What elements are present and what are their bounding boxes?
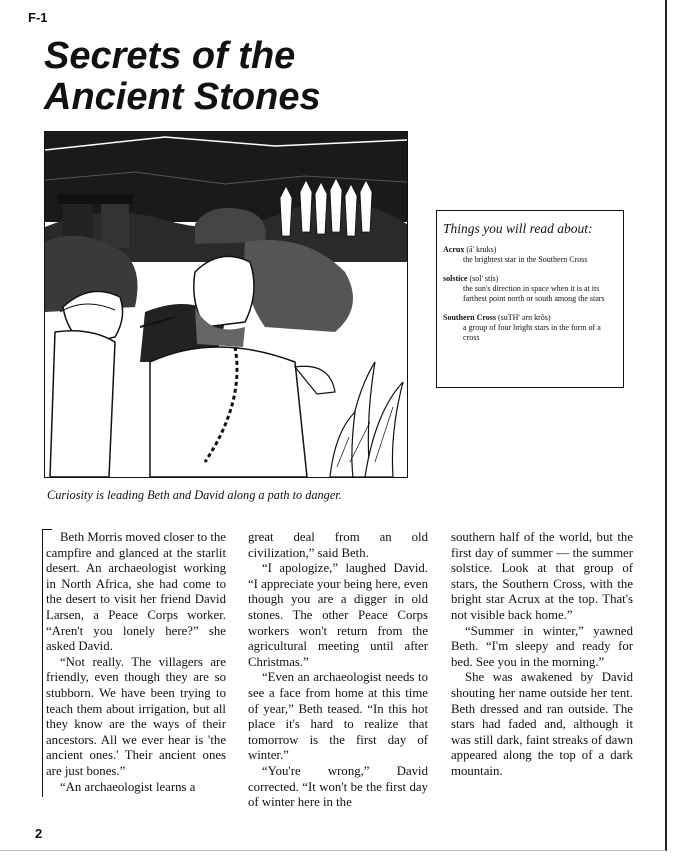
- vocabulary-heading: Things you will read about:: [443, 221, 593, 236]
- paragraph: “I apologize,” laughed David. “I appreciate your being here, even though you are a digger in old stones. The other Peace Corps workers won't return from the agricultural meeting until after Christmas.”: [248, 561, 428, 669]
- text-column-1: [46, 530, 226, 795]
- vocabulary-term: [443, 313, 618, 343]
- story-illustration: [44, 131, 408, 478]
- term-pronunciation: (suTH' ərn krôs): [497, 313, 551, 322]
- title-line-2: Ancient Stones: [44, 76, 321, 118]
- term-definition: the brightest star in the Southern Cross: [463, 255, 588, 264]
- term-pronunciation: (ā' kruks): [466, 245, 497, 254]
- term-definition: a group of four bright stars in the form of a cross: [463, 323, 601, 342]
- text-column-3: [451, 530, 633, 780]
- vocabulary-box: [436, 210, 624, 388]
- vocabulary-term: [443, 274, 618, 304]
- page-id: F-1: [28, 10, 48, 25]
- paragraph: “Not really. The villagers are friendly, even though they are so stubborn. We have been trying to teach them about irrigation, but all they know are the ways of their ancestors. All we ever hear is 'the ancient ones.' Their ancient ones are just bones.”: [46, 654, 226, 778]
- paragraph: “You're wrong,” David corrected. “It won't be the first day of winter here in the: [248, 763, 428, 810]
- text-column-2: [248, 530, 428, 811]
- term-definition: the sun's direction in space when it is at its farthest point north or south among the stars: [463, 284, 605, 303]
- paragraph: great deal from an old civilization,” said Beth.: [248, 530, 428, 560]
- story-title: [44, 36, 321, 118]
- page-number: 2: [35, 826, 43, 841]
- vocabulary-term: [443, 245, 618, 265]
- paragraph: southern half of the world, but the first day of summer — the summer solstice. Look at that group of stars, the Southern Cross, with the bright star Acrux at the top. That's not visible back home.”: [451, 530, 633, 622]
- term-word: Acrux: [443, 245, 465, 254]
- paragraph: Beth Morris moved closer to the campfire and glanced at the starlit desert. An archaeologist working in North Africa, she had come to the desert to visit her friend David Larsen, a Peace Corps worker. “Aren't you lonely here?” she asked David.: [46, 530, 226, 654]
- story-start-bracket-side: [42, 529, 43, 797]
- term-word: Southern Cross: [443, 313, 496, 322]
- paragraph: She was awakened by David shouting her name outside her tent. Beth dressed and ran outside. The stars had faded and, although it was still dark, faint streaks of dawn appeared along the top of a dark mountain.: [451, 670, 633, 778]
- paragraph: “Even an archaeologist needs to see a face from home at this time of year,” Beth teased. “In this hot place it's hard to realize that tomorrow is the first day of winter.”: [248, 670, 428, 763]
- term-pronunciation: (sol' stis): [469, 274, 499, 283]
- title-line-1: Secrets of the: [44, 35, 296, 77]
- term-word: solstice: [443, 274, 468, 283]
- paragraph: “An archaeologist learns a: [60, 779, 196, 794]
- illustration-caption: Curiosity is leading Beth and David along a path to danger.: [47, 488, 342, 502]
- paragraph: “Summer in winter,” yawned Beth. “I'm sleepy and ready for bed. See you in the morning.”: [451, 623, 633, 669]
